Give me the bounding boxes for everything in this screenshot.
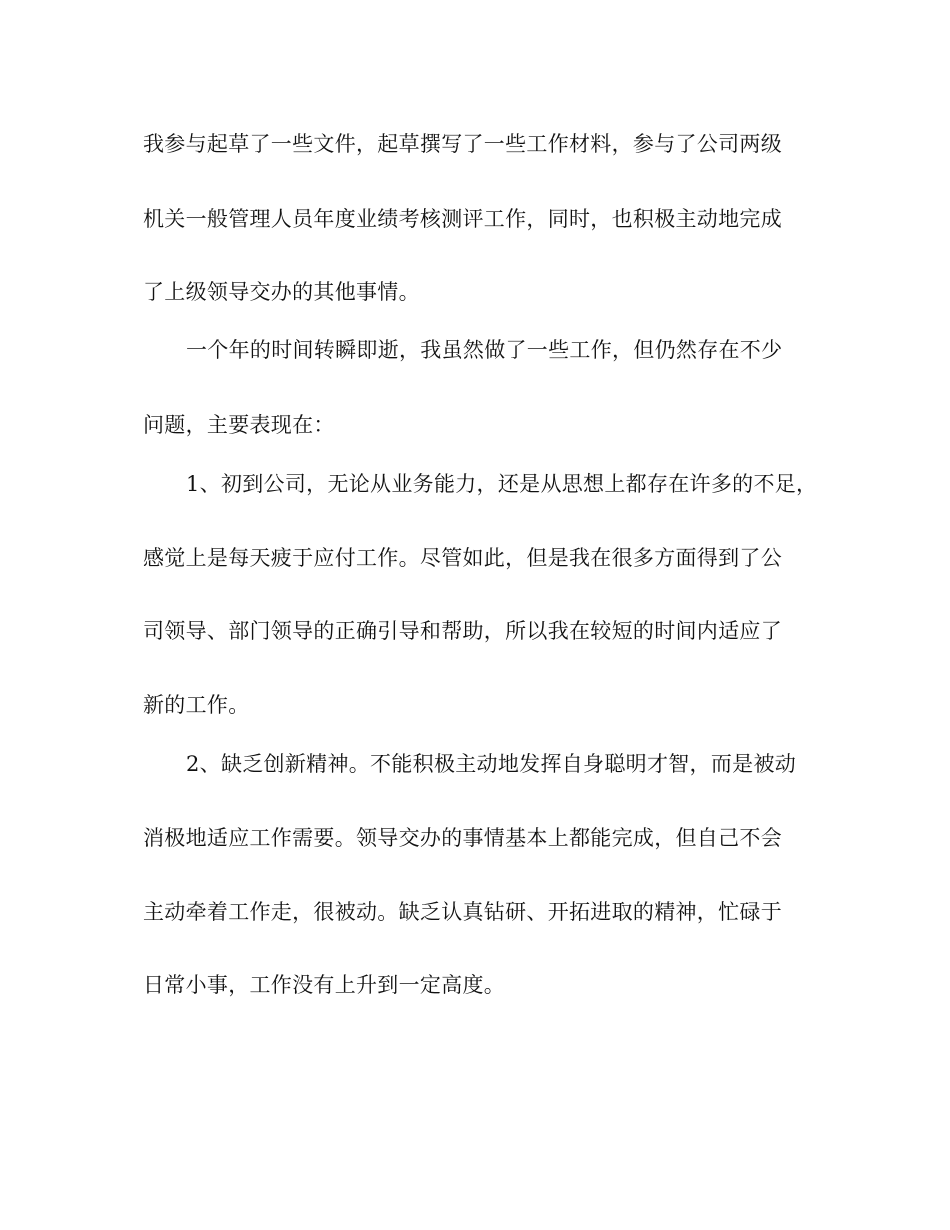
- text-line: 了上级领导交办的其他事情。: [143, 280, 420, 304]
- text-line: 新的工作。: [143, 693, 250, 717]
- list-item-1-first-line: 1、初到公司，无论从业务能力，还是从思想上都存在许多的不足，: [186, 472, 818, 496]
- list-item-2-first-line: 2、缺乏创新精神。不能积极主动地发挥自身聪明才智，而是被动: [186, 752, 797, 776]
- text-line: 机关一般管理人员年度业绩考核测评工作，同时，也积极主动地完成: [143, 207, 782, 231]
- text-line: 主动牵着工作走，很被动。缺乏认真钻研、开拓进取的精神，忙碌于: [143, 900, 782, 924]
- text-line: 感觉上是每天疲于应付工作。尽管如此，但是我在很多方面得到了公: [143, 546, 782, 570]
- text-line: 日常小事，工作没有上升到一定高度。: [143, 973, 506, 997]
- text-line: 消极地适应工作需要。领导交办的事情基本上都能完成，但自己不会: [143, 826, 782, 850]
- text-line: 问题，主要表现在：: [143, 413, 335, 437]
- text-line: 我参与起草了一些文件，起草撰写了一些工作材料，参与了公司两级: [143, 132, 782, 156]
- paragraph-first-line: 一个年的时间转瞬即逝，我虽然做了一些工作，但仍然存在不少: [186, 338, 783, 362]
- text-line: 司领导、部门领导的正确引导和帮助，所以我在较短的时间内适应了: [143, 619, 782, 643]
